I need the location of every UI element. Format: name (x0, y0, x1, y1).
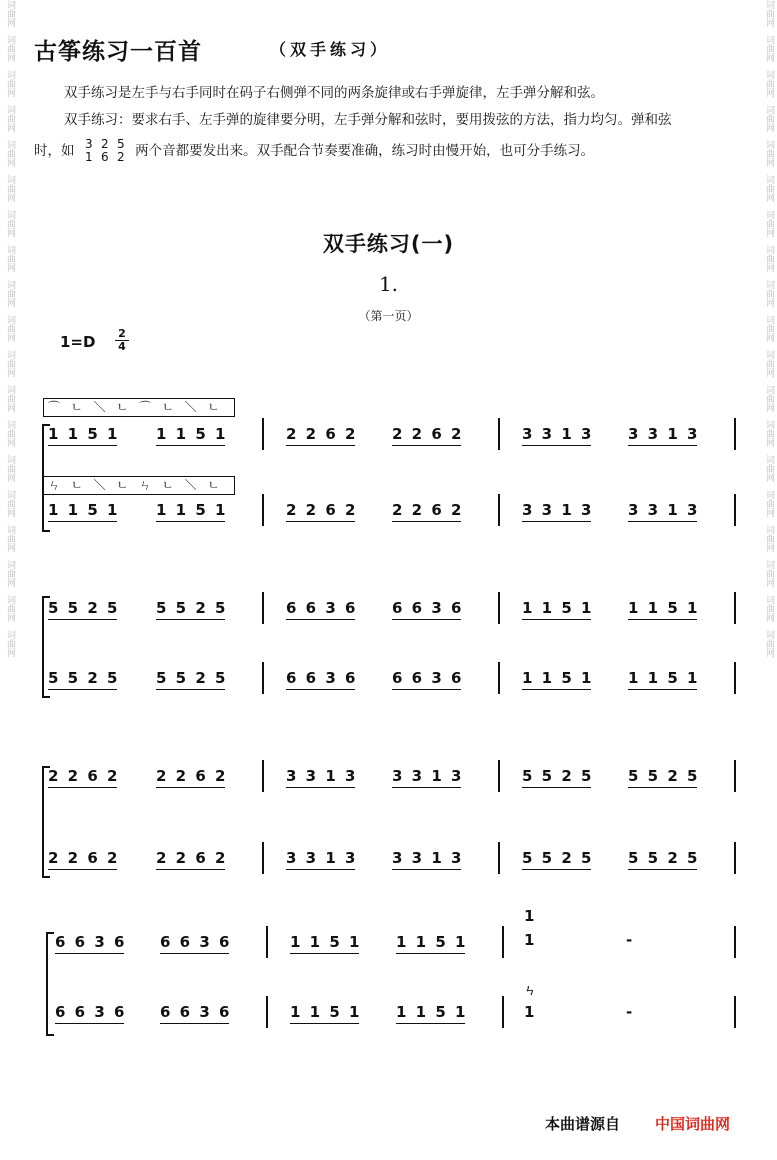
bar-line (262, 842, 264, 874)
section-title: 双手练习(一) (322, 232, 455, 256)
watermark-text: 词曲网 (5, 595, 15, 622)
watermark-text: 词曲网 (5, 175, 15, 202)
watermark-text: 词曲网 (764, 385, 774, 412)
watermark-left (4, 0, 14, 1160)
bar-line (734, 592, 736, 624)
watermark-text: 词曲网 (764, 455, 774, 482)
watermark-text: 词曲网 (764, 525, 774, 552)
bar-line (498, 842, 500, 874)
chord-top-3: 5 (116, 137, 125, 151)
bar-line (734, 760, 736, 792)
intro-paragraph-1: 双手练习是左手与右手同时在码子右侧弹不同的两条旋律或右手弹旋律，左手弹分解和弦。 (64, 85, 604, 101)
watermark-text: 词曲网 (5, 630, 15, 657)
watermark-text: 词曲网 (764, 70, 774, 97)
chord-example (81, 138, 129, 164)
left-hand-group: 2 2 6 2 (392, 501, 464, 519)
watermark-text: 词曲网 (5, 140, 15, 167)
bar-line (262, 418, 264, 450)
watermark-text: 词曲网 (764, 210, 774, 237)
right-hand-group: 6 6 3 6 (160, 933, 232, 951)
bar-line (498, 592, 500, 624)
right-hand-group: 2 2 6 2 (156, 767, 228, 785)
left-hand-group: 1 1 5 1 (156, 501, 228, 519)
right-hand-group: 1 1 5 1 (48, 425, 120, 443)
final-lower-note: 1 (524, 1003, 537, 1021)
bar-line (734, 494, 736, 526)
left-hand-group: 6 6 3 6 (286, 669, 358, 687)
intro-p3-suffix: 两个音都要发出来。双手配合节奏要准确，练习时由慢开始，也可分手练习。 (135, 143, 595, 159)
right-hand-group: 1 1 5 1 (290, 933, 362, 951)
intro-paragraph-3 (34, 138, 744, 164)
key-signature: 1=D (60, 333, 96, 351)
intro-p3-prefix: 时，如 (34, 143, 75, 159)
watermark-text: 词曲网 (764, 105, 774, 132)
right-hand-group: 2 2 6 2 (392, 425, 464, 443)
bar-line (266, 996, 268, 1028)
time-top: 2 (118, 327, 126, 340)
bar-line (266, 926, 268, 958)
left-hand-group: 2 2 6 2 (286, 501, 358, 519)
bar-line (262, 592, 264, 624)
left-hand-group: 1 1 5 1 (628, 669, 700, 687)
left-hand-group: 6 6 3 6 (160, 1003, 232, 1021)
left-hand-group: 1 1 5 1 (396, 1003, 468, 1021)
time-signature (115, 328, 129, 353)
final-lower-technique: ㄣ (524, 983, 539, 997)
left-hand-group: 5 5 2 5 (156, 669, 228, 687)
sustain-dash: - (626, 931, 635, 949)
chord-bottom-2: 6 (100, 150, 109, 164)
watermark-text: 词曲网 (764, 175, 774, 202)
final-chord-bottom: 1 (524, 931, 537, 949)
watermark-text: 词曲网 (5, 525, 15, 552)
left-hand-group: 6 6 3 6 (392, 669, 464, 687)
watermark-text: 词曲网 (5, 560, 15, 587)
bar-line (498, 418, 500, 450)
watermark-text: 词曲网 (764, 140, 774, 167)
watermark-text: 词曲网 (5, 315, 15, 342)
watermark-text: 词曲网 (5, 245, 15, 272)
page-subtitle: （双手练习） (270, 40, 391, 59)
left-hand-group: 3 3 1 3 (392, 849, 464, 867)
bar-line (262, 760, 264, 792)
footer-source-label: 本曲谱源自 (545, 1115, 621, 1133)
left-hand-group: 2 2 6 2 (48, 849, 120, 867)
left-hand-group: 6 6 3 6 (55, 1003, 127, 1021)
bar-line (262, 662, 264, 694)
bar-line (498, 662, 500, 694)
chord-bottom-1: 1 (84, 150, 93, 164)
right-hand-group: 6 6 3 6 (286, 599, 358, 617)
left-hand-group: 1 1 5 1 (290, 1003, 362, 1021)
section-number: 1. (378, 272, 399, 296)
watermark-text: 词曲网 (764, 315, 774, 342)
bar-line (734, 418, 736, 450)
watermark-text: 词曲网 (5, 280, 15, 307)
right-hand-group: 3 3 1 3 (628, 425, 700, 443)
watermark-text: 词曲网 (764, 490, 774, 517)
staff-brace (46, 932, 54, 1036)
watermark-text: 词曲网 (764, 35, 774, 62)
bar-line (734, 996, 736, 1028)
watermark-text: 词曲网 (764, 630, 774, 657)
chord-top-1: 3 (84, 137, 93, 151)
chord-top-2: 2 (100, 137, 109, 151)
right-hand-group: 2 2 6 2 (48, 767, 120, 785)
watermark-text: 词曲网 (764, 0, 774, 27)
watermark-text: 词曲网 (5, 455, 15, 482)
right-hand-group: 5 5 2 5 (628, 767, 700, 785)
watermark-text: 词曲网 (5, 210, 15, 237)
watermark-text: 词曲网 (764, 560, 774, 587)
watermark-text: 词曲网 (5, 0, 15, 27)
right-hand-group: 1 1 5 1 (156, 425, 228, 443)
page-title: 古筝练习一百首 (34, 39, 202, 65)
right-hand-group: 3 3 1 3 (286, 767, 358, 785)
bar-line (262, 494, 264, 526)
right-hand-group: 6 6 3 6 (55, 933, 127, 951)
bar-line (734, 926, 736, 958)
time-bottom: 4 (118, 340, 126, 353)
left-hand-group: 3 3 1 3 (286, 849, 358, 867)
bar-line (734, 662, 736, 694)
right-hand-technique-marks: ⌒ㄴ＼ㄴ⌒ㄴ＼ㄴ (43, 398, 235, 417)
watermark-text: 词曲网 (5, 385, 15, 412)
right-hand-group: 1 1 5 1 (396, 933, 468, 951)
left-hand-group: 2 2 6 2 (156, 849, 228, 867)
bar-line (734, 842, 736, 874)
bar-line (498, 494, 500, 526)
watermark-text: 词曲网 (764, 420, 774, 447)
watermark-text: 词曲网 (764, 280, 774, 307)
watermark-text: 词曲网 (764, 350, 774, 377)
bar-line (498, 760, 500, 792)
watermark-text: 词曲网 (5, 70, 15, 97)
right-hand-group: 5 5 2 5 (48, 599, 120, 617)
watermark-text: 词曲网 (5, 350, 15, 377)
right-hand-group: 6 6 3 6 (392, 599, 464, 617)
intro-paragraph-2: 双手练习：要求右手、左手弹的旋律要分明，左手弹分解和弦时，要用拨弦的方法，指力均匀。弹和弦 (64, 112, 672, 128)
right-hand-group: 1 1 5 1 (628, 599, 700, 617)
sustain-dash: - (626, 1003, 635, 1021)
right-hand-group: 5 5 2 5 (522, 767, 594, 785)
watermark-text: 词曲网 (764, 595, 774, 622)
right-hand-group: 1 1 5 1 (522, 599, 594, 617)
chord-bottom-3: 2 (116, 150, 125, 164)
bar-line (502, 926, 504, 958)
watermark-text: 词曲网 (5, 490, 15, 517)
watermark-text: 词曲网 (5, 420, 15, 447)
footer-site-name: 中国词曲网 (655, 1115, 731, 1133)
left-hand-group: 5 5 2 5 (522, 849, 594, 867)
left-hand-technique-marks: ㄣㄴ＼ㄴㄣㄴ＼ㄴ (43, 476, 235, 495)
section-page: （第一页） (358, 309, 419, 323)
final-chord-top: 1 (524, 907, 537, 925)
left-hand-group: 1 1 5 1 (522, 669, 594, 687)
right-hand-group: 3 3 1 3 (392, 767, 464, 785)
right-hand-group: 3 3 1 3 (522, 425, 594, 443)
watermark-text: 词曲网 (5, 105, 15, 132)
watermark-text: 词曲网 (764, 245, 774, 272)
bar-line (502, 996, 504, 1028)
right-hand-group: 5 5 2 5 (156, 599, 228, 617)
left-hand-group: 5 5 2 5 (628, 849, 700, 867)
left-hand-group: 3 3 1 3 (522, 501, 594, 519)
left-hand-group: 1 1 5 1 (48, 501, 120, 519)
left-hand-group: 5 5 2 5 (48, 669, 120, 687)
left-hand-group: 3 3 1 3 (628, 501, 700, 519)
right-hand-group: 2 2 6 2 (286, 425, 358, 443)
watermark-text: 词曲网 (5, 35, 15, 62)
watermark-right (763, 0, 773, 1160)
